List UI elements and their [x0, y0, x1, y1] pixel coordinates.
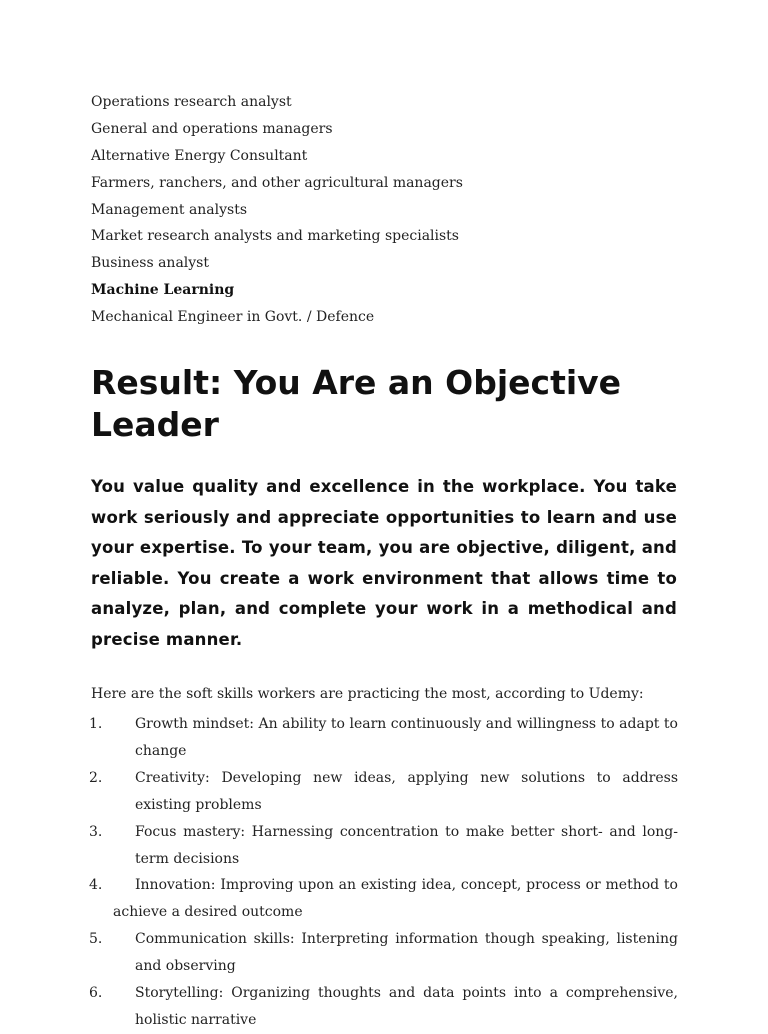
- career-item: Farmers, ranchers, and other agricultural managers: [91, 174, 463, 191]
- list-number: 4.: [89, 877, 103, 894]
- list-number: 2.: [89, 769, 103, 786]
- career-item: Management analysts: [91, 201, 248, 218]
- list-item: [89, 711, 678, 765]
- soft-skills-list: [89, 711, 678, 1034]
- career-item: Market research analysts and marketing specialists: [91, 228, 459, 245]
- list-item: [89, 765, 678, 819]
- list-number: 1.: [89, 716, 103, 732]
- soft-skills-intro: Here are the soft skills workers are practicing the most, according to Udemy:: [91, 686, 644, 702]
- career-item: Alternative Energy Consultant: [91, 147, 308, 164]
- list-item: [89, 819, 678, 873]
- list-item: [89, 926, 678, 980]
- list-item: [89, 872, 678, 926]
- result-description: You value quality and excellence in the workplace. You take work seriously and appreciate opportunities to learn and use your expertise. To your team, you are objective, diligent, and reliable. You create a work environment that allows time to analyze, plan, and complete your work in a methodical and precise manner.: [91, 477, 677, 649]
- list-item-text: Storytelling: Organizing thoughts and data points into a comprehensive, holistic narrative: [135, 985, 678, 1028]
- list-item-text: Communication skills: Interpreting information though speaking, listening and observing: [135, 931, 678, 975]
- list-item-text: Creativity: Developing new ideas, applying new solutions to address existing problems: [135, 769, 678, 813]
- list-item-text: Innovation: Improving upon an existing idea, concept, process or method to achieve a desired outcome: [113, 877, 678, 921]
- list-number: 5.: [89, 931, 103, 948]
- career-item-bold: Machine Learning: [91, 282, 235, 299]
- career-item: Operations research analyst: [91, 94, 292, 110]
- list-number: 6.: [89, 985, 103, 1002]
- list-item-text: Focus mastery: Harnessing concentration to make better short- and long-term decisions: [135, 823, 678, 867]
- career-item: Mechanical Engineer in Govt. / Defence: [91, 309, 375, 326]
- list-item: [89, 980, 678, 1034]
- career-list: [91, 92, 691, 334]
- list-number: 3.: [89, 823, 103, 840]
- result-heading: Result: You Are an Objective Leader: [91, 363, 622, 444]
- career-item: Business analyst: [91, 255, 209, 272]
- list-item-text: Growth mindset: An ability to learn continuously and willingness to adapt to change: [135, 716, 678, 759]
- career-item: General and operations managers: [91, 120, 333, 137]
